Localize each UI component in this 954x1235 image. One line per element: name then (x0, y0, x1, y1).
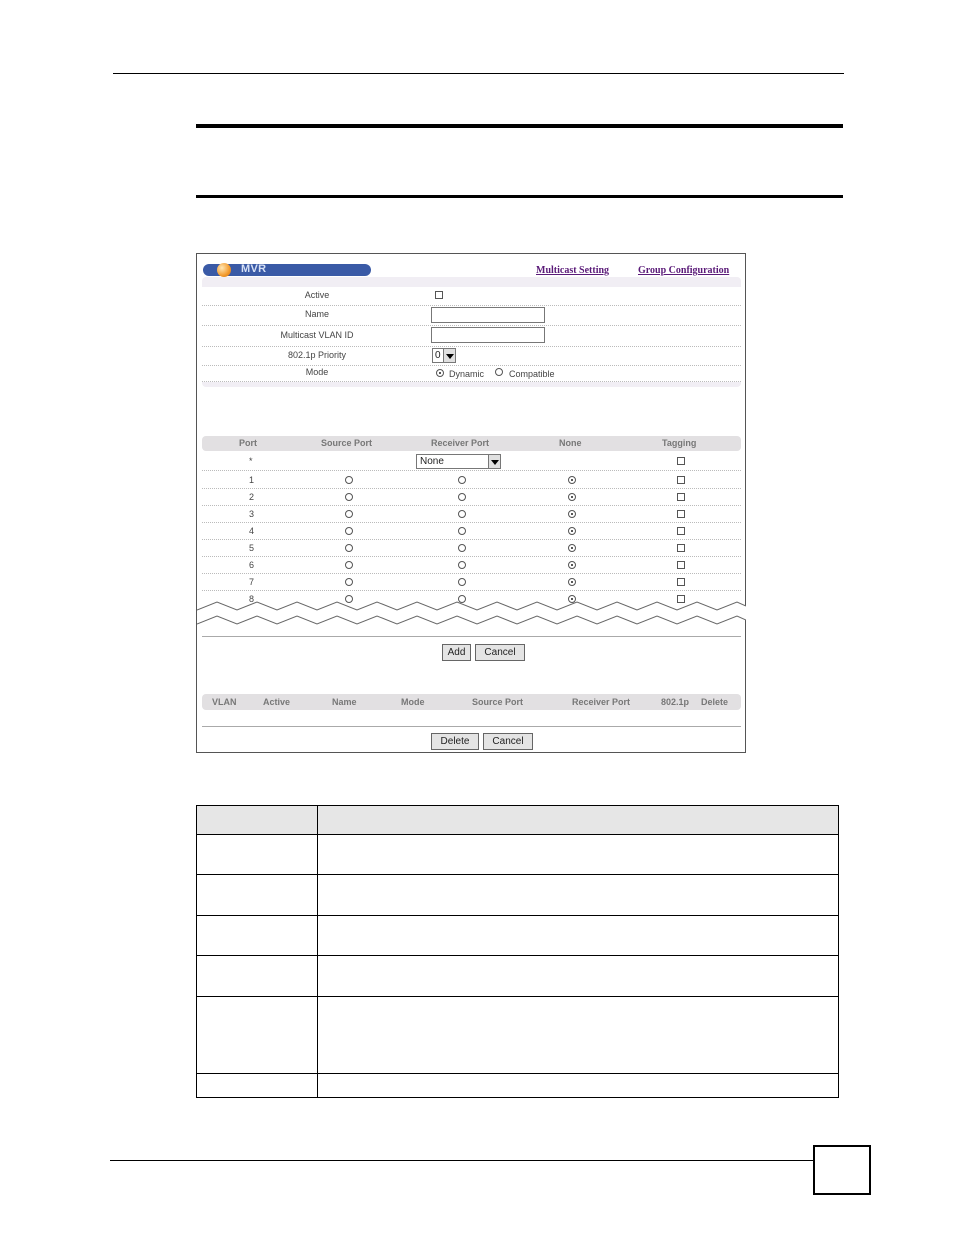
table-cell (197, 806, 318, 835)
port-row (202, 522, 741, 540)
port-number: 1 (249, 475, 255, 485)
sum-col-vlan: VLAN (212, 697, 237, 707)
receiver-port-radio[interactable] (458, 578, 466, 586)
title-bar (203, 264, 371, 276)
table-cell (318, 1074, 839, 1098)
all-ports-role-select[interactable] (416, 454, 501, 469)
source-port-radio[interactable] (345, 578, 353, 586)
mode-label: Mode (305, 367, 329, 377)
table-cell (318, 875, 839, 916)
separator (202, 636, 741, 637)
source-port-radio[interactable] (345, 544, 353, 552)
table-cell (318, 956, 839, 997)
table-cell (197, 1074, 318, 1098)
col-source-port: Source Port (321, 438, 373, 448)
multicast-setting-link[interactable]: Multicast Setting (536, 265, 610, 276)
priority-value: 0 (435, 350, 441, 361)
port-row-all (202, 453, 741, 471)
none-radio[interactable] (568, 510, 576, 518)
port-number: 6 (249, 560, 255, 570)
table-row (197, 956, 839, 997)
active-label: Active (304, 290, 330, 300)
port-all-label: * (249, 456, 253, 466)
cancel-delete-button[interactable]: Cancel (483, 733, 533, 750)
port-row (202, 505, 741, 523)
tagging-all-checkbox[interactable] (677, 457, 685, 465)
page-number-box (813, 1145, 871, 1195)
table-cell (318, 916, 839, 956)
port-row (202, 573, 741, 591)
table-header-row (197, 806, 839, 835)
chevron-down-icon (443, 349, 455, 362)
port-row (202, 539, 741, 557)
mode-compatible-radio[interactable] (495, 368, 503, 376)
port-number: 7 (249, 577, 255, 587)
name-input[interactable] (431, 307, 545, 323)
row-priority (202, 347, 741, 366)
footer-rule (110, 1160, 815, 1161)
vlan-id-label: Multicast VLAN ID (280, 330, 354, 340)
tagging-checkbox[interactable] (677, 510, 685, 518)
header-rule (113, 73, 844, 74)
receiver-port-radio[interactable] (458, 510, 466, 518)
source-port-radio[interactable] (345, 510, 353, 518)
table-cell (318, 806, 839, 835)
mode-dynamic-label: Dynamic (449, 369, 485, 379)
table-cell (197, 875, 318, 916)
row-mode (202, 366, 741, 382)
sum-col-mode: Mode (401, 697, 425, 707)
port-number: 5 (249, 543, 255, 553)
table-row (197, 916, 839, 956)
receiver-port-radio[interactable] (458, 544, 466, 552)
none-radio[interactable] (568, 561, 576, 569)
tagging-checkbox[interactable] (677, 493, 685, 501)
source-port-radio[interactable] (345, 527, 353, 535)
active-checkbox[interactable] (435, 291, 443, 299)
name-label: Name (304, 309, 329, 319)
section-rule-top (196, 124, 843, 128)
priority-select[interactable] (432, 348, 456, 363)
summary-table-header (202, 694, 741, 710)
none-radio[interactable] (568, 544, 576, 552)
port-row (202, 471, 741, 489)
port-number: 8 (249, 594, 255, 604)
mode-dynamic-radio[interactable] (436, 369, 444, 377)
none-radio[interactable] (568, 578, 576, 586)
priority-label: 802.1p Priority (287, 350, 347, 360)
row-active (202, 287, 741, 306)
add-button[interactable]: Add (442, 644, 471, 661)
receiver-port-radio[interactable] (458, 561, 466, 569)
port-number: 4 (249, 526, 255, 536)
none-radio[interactable] (568, 527, 576, 535)
section-rule-bottom (196, 195, 843, 198)
sum-col-delete: Delete (701, 697, 729, 707)
port-number: 2 (249, 492, 255, 502)
tagging-checkbox[interactable] (677, 476, 685, 484)
tagging-checkbox[interactable] (677, 578, 685, 586)
all-ports-role-value: None (420, 456, 444, 467)
zigzag-break (197, 600, 746, 630)
separator (202, 726, 741, 727)
table-cell (318, 997, 839, 1074)
port-row (202, 556, 741, 574)
col-tagging: Tagging (662, 438, 697, 448)
table-cell (197, 997, 318, 1074)
port-number: 3 (249, 509, 255, 519)
delete-button[interactable]: Delete (431, 733, 479, 750)
sum-col-name: Name (332, 697, 357, 707)
table-row (197, 1074, 839, 1098)
col-port: Port (239, 438, 257, 448)
mode-compatible-label: Compatible (509, 369, 555, 379)
mvr-config-form (202, 277, 741, 387)
sum-col-receiver-port: Receiver Port (572, 697, 631, 707)
chevron-down-icon (488, 455, 500, 468)
mvr-screen (196, 253, 746, 753)
group-configuration-link[interactable]: Group Configuration (638, 265, 730, 276)
field-description-table (196, 805, 839, 1098)
table-cell (197, 956, 318, 997)
none-radio[interactable] (568, 493, 576, 501)
port-table-header (202, 436, 741, 451)
port-row (202, 488, 741, 506)
receiver-port-radio[interactable] (458, 493, 466, 501)
source-port-radio[interactable] (345, 493, 353, 501)
tagging-checkbox[interactable] (677, 527, 685, 535)
receiver-port-radio[interactable] (458, 476, 466, 484)
screen-title: MVR (241, 263, 267, 275)
source-port-radio[interactable] (345, 561, 353, 569)
tagging-checkbox[interactable] (677, 544, 685, 552)
table-row (197, 875, 839, 916)
vlan-id-input[interactable] (431, 327, 545, 343)
sum-col-source-port: Source Port (472, 697, 524, 707)
table-cell (318, 835, 839, 875)
cancel-button[interactable]: Cancel (475, 644, 525, 661)
table-row (197, 997, 839, 1074)
table-cell (197, 835, 318, 875)
col-none: None (559, 438, 582, 448)
none-radio[interactable] (568, 476, 576, 484)
row-vlan-id (202, 326, 741, 347)
col-receiver-port: Receiver Port (431, 438, 490, 448)
row-name (202, 306, 741, 326)
table-row (197, 835, 839, 875)
source-port-radio[interactable] (345, 476, 353, 484)
table-cell (197, 916, 318, 956)
receiver-port-radio[interactable] (458, 527, 466, 535)
sum-col-priority: 802.1p (661, 697, 690, 707)
tagging-checkbox[interactable] (677, 561, 685, 569)
orb-icon (217, 263, 231, 277)
sum-col-active: Active (263, 697, 291, 707)
